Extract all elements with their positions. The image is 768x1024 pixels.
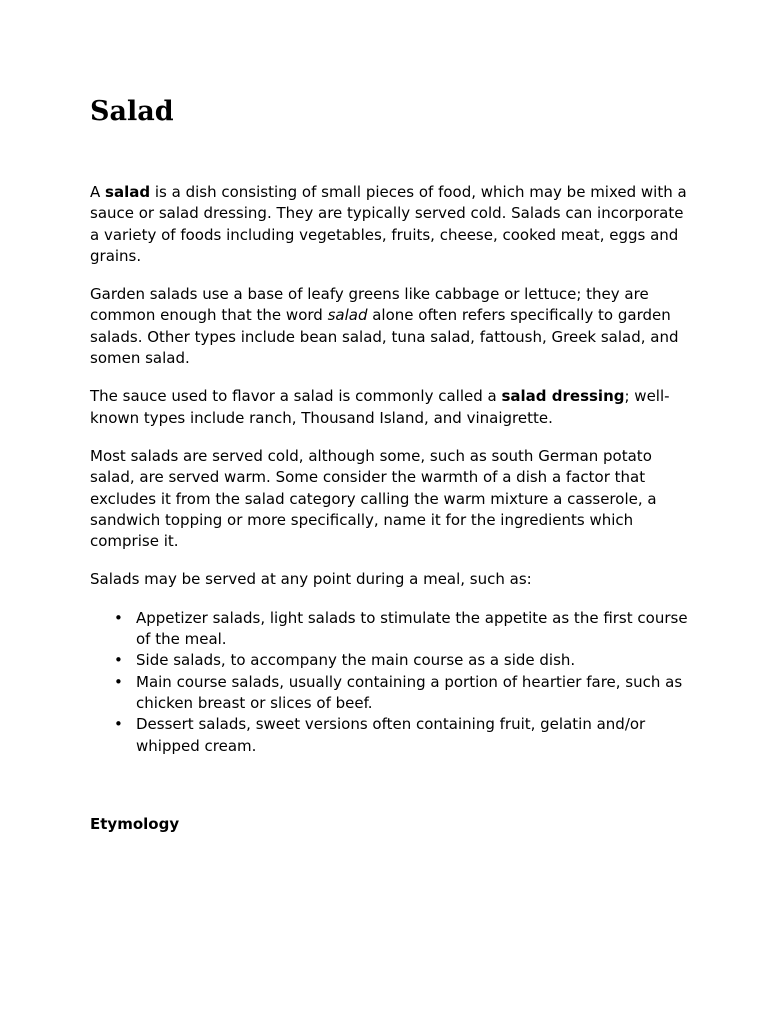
section-heading-etymology: Etymology	[90, 815, 180, 833]
paragraph-garden-salads	[90, 284, 690, 369]
list-item: • Side salads, to accompany the main course as a side dish.	[136, 650, 690, 671]
paragraph-meal-points: Salads may be served at any point during a meal, such as:	[90, 570, 532, 589]
paragraph-garden-pre: Garden salads use a base of leafy greens like cabbage or lettuce; they are common enough that the word	[90, 285, 649, 325]
salad-types-list	[90, 608, 690, 757]
term-salad-dressing: salad dressing	[501, 387, 625, 406]
list-item: • Appetizer salads, light salads to stimulate the appetite as the first course of the meal.	[136, 608, 690, 651]
document-page	[90, 0, 690, 1024]
paragraph-garden-post: alone often refers specifically to garden salads. Other types include bean salad, tuna salad, fattoush, Greek salad, and somen salad.	[90, 306, 679, 368]
paragraph-dressing-pre: The sauce used to flavor a salad is commonly called a	[90, 387, 502, 406]
term-salad: salad	[105, 183, 151, 201]
list-item: • Main course salads, usually containing a portion of heartier fare, such as chicken breast or slices of beef.	[136, 672, 690, 715]
paragraph-intro-post: is a dish consisting of small pieces of food, which may be mixed with a sauce or salad dressing. They are typically served cold. Salads can incorporate a variety of foods including vegetables, fruits, cheese, cooked meat, eggs and grains.	[90, 183, 687, 265]
paragraph-dressing-post: ; well-known types include ranch, Thousand Island, and vinaigrette.	[90, 387, 670, 427]
list-item: • Dessert salads, sweet versions often containing fruit, gelatin and/or whipped cream.	[136, 714, 690, 757]
term-salad-italic: salad	[327, 306, 368, 325]
paragraph-served-cold: Most salads are served cold, although some, such as south German potato salad, are served warm. Some consider the warmth of a dish a factor that excludes it from the salad category calling the warm mixture a casserole, a sandwich topping or more specifically, name it for the ingredients which comprise it.	[90, 446, 657, 551]
paragraph-intro-pre: A	[90, 183, 106, 201]
document-body	[90, 182, 690, 757]
page-title: Salad	[90, 96, 174, 127]
paragraph-intro	[90, 182, 690, 267]
paragraph-dressing	[90, 386, 690, 429]
